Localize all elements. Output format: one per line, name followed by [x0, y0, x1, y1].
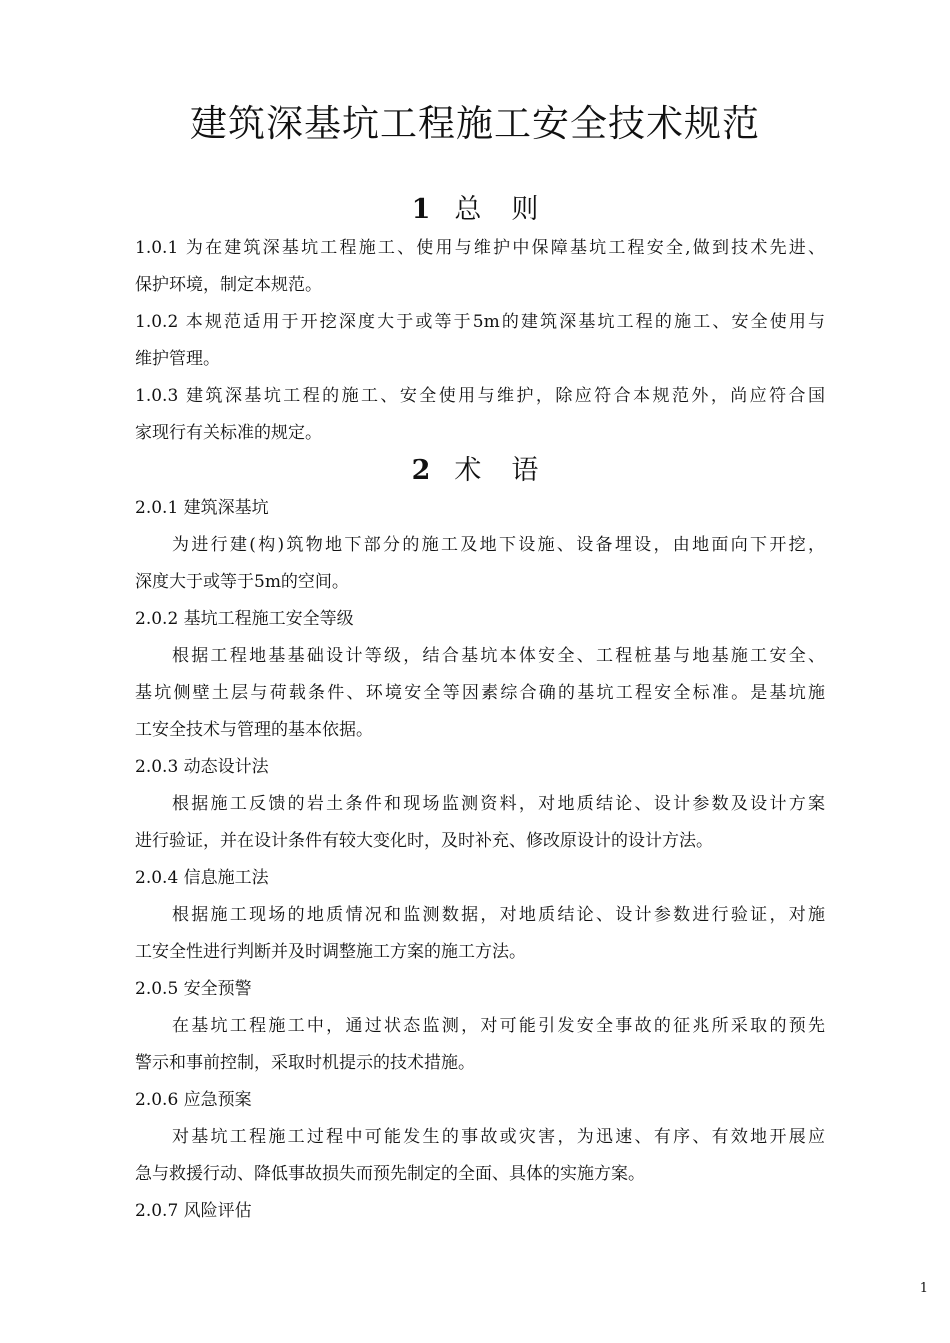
- clause-1-0-3-line-2: 家现行有关标准的规定。: [135, 423, 322, 443]
- term-definition-line: 对基坑工程施工过程中可能发生的事故或灾害，为迅速、有序、有效地开展应: [172, 1127, 825, 1147]
- term-heading-2-0-4: 2.0.4 信息施工法: [135, 868, 269, 888]
- term-heading-2-0-5: 2.0.5 安全预警: [135, 979, 252, 999]
- clause-1-0-1-line-1: 1.0.1 为在建筑深基坑工程施工、使用与维护中保障基坑工程安全,做到技术先进、: [135, 238, 825, 258]
- chapter-number: 2: [411, 455, 431, 486]
- term-definition-line: 根据施工现场的地质情况和监测数据，对地质结论、设计参数进行验证，对施: [172, 905, 825, 925]
- document-title: 建筑深基坑工程施工安全技术规范: [190, 102, 760, 145]
- term-definition-line: 工安全性进行判断并及时调整施工方案的施工方法。: [135, 942, 526, 962]
- term-heading-2-0-2: 2.0.2 基坑工程施工安全等级: [135, 609, 354, 629]
- term-heading-2-0-3: 2.0.3 动态设计法: [135, 757, 269, 777]
- term-definition-line: 工安全技术与管理的基本依据。: [135, 720, 373, 740]
- term-definition-line: 进行验证，并在设计条件有较大变化时，及时补充、修改原设计的设计方法。: [135, 831, 713, 851]
- clause-1-0-1-line-2: 保护环境，制定本规范。: [135, 275, 322, 295]
- chapter-name: 总则: [454, 194, 569, 225]
- term-definition-line: 深度大于或等于5m的空间。: [135, 572, 349, 592]
- chapter-number: 1: [411, 194, 431, 225]
- term-heading-2-0-1: 2.0.1 建筑深基坑: [135, 498, 269, 518]
- chapter-heading-2: [0, 451, 950, 491]
- chapter-name: 术语: [454, 455, 569, 486]
- clause-1-0-3-line-1: 1.0.3 建筑深基坑工程的施工、安全使用与维护，除应符合本规范外，尚应符合国: [135, 386, 825, 406]
- term-definition-line: 为进行建(构)筑物地下部分的施工及地下设施、设备埋设，由地面向下开挖，: [172, 535, 825, 555]
- chapter-heading-1: [0, 190, 950, 230]
- term-definition-line: 根据施工反馈的岩土条件和现场监测资料，对地质结论、设计参数及设计方案: [172, 794, 825, 814]
- term-heading-2-0-7: 2.0.7 风险评估: [135, 1201, 252, 1221]
- term-definition-line: 基坑侧壁土层与荷载条件、环境安全等因素综合确的基坑工程安全标准。是基坑施: [135, 683, 825, 703]
- clause-1-0-2-line-1: 1.0.2 本规范适用于开挖深度大于或等于5m的建筑深基坑工程的施工、安全使用与: [135, 312, 825, 332]
- term-heading-2-0-6: 2.0.6 应急预案: [135, 1090, 252, 1110]
- term-definition-line: 警示和事前控制，采取时机提示的技术措施。: [135, 1053, 475, 1073]
- clause-1-0-2-line-2: 维护管理。: [135, 349, 220, 369]
- term-definition-line: 急与救援行动、降低事故损失而预先制定的全面、具体的实施方案。: [135, 1164, 645, 1184]
- page-number: 1: [919, 1281, 928, 1296]
- term-definition-line: 根据工程地基基础设计等级，结合基坑本体安全、工程桩基与地基施工安全、: [172, 646, 825, 666]
- term-definition-line: 在基坑工程施工中，通过状态监测，对可能引发安全事故的征兆所采取的预先: [172, 1016, 825, 1036]
